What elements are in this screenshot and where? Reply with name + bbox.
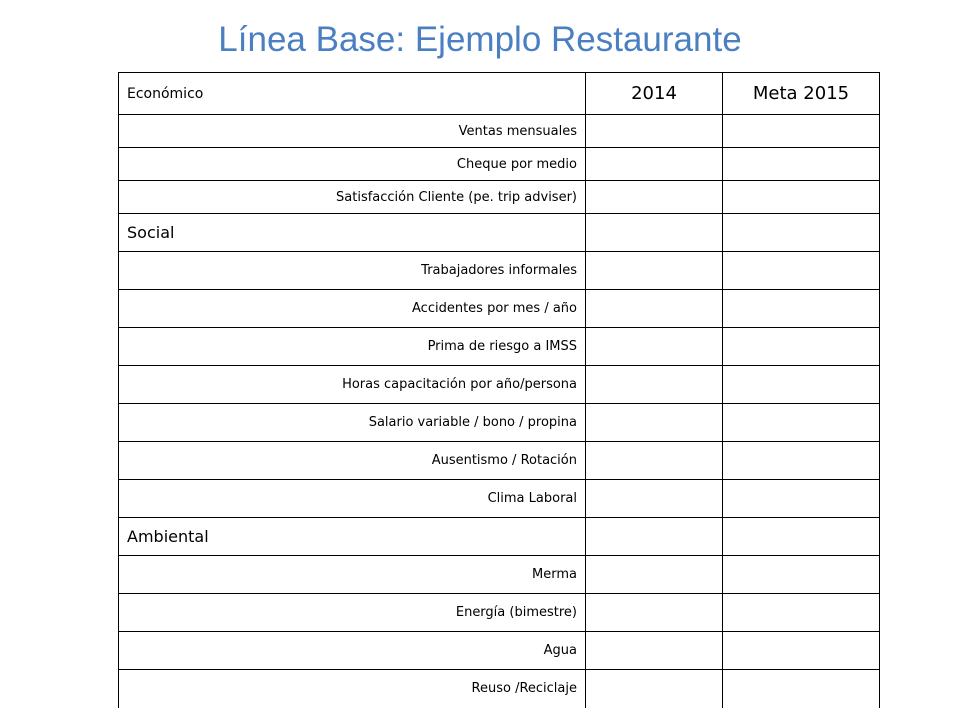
- metric-label: Salario variable / bono / propina: [119, 404, 586, 442]
- table-row: [119, 480, 880, 518]
- value-meta-cell[interactable]: [723, 594, 880, 632]
- table-row: [119, 670, 880, 708]
- metric-label: Cheque por medio: [119, 148, 586, 181]
- value-2014-cell[interactable]: [586, 148, 723, 181]
- table-row: [119, 632, 880, 670]
- column-header-meta-2015: Meta 2015: [723, 73, 880, 115]
- value-meta-cell[interactable]: [723, 115, 880, 148]
- value-meta-cell[interactable]: [723, 556, 880, 594]
- value-meta-cell[interactable]: [723, 181, 880, 214]
- value-2014-cell[interactable]: [586, 670, 723, 708]
- value-2014-cell[interactable]: [586, 252, 723, 290]
- table-row: [119, 556, 880, 594]
- table-row: [119, 442, 880, 480]
- value-meta-cell[interactable]: [723, 632, 880, 670]
- metric-label: Horas capacitación por año/persona: [119, 366, 586, 404]
- table-header-row: [119, 73, 880, 115]
- value-2014-cell[interactable]: [586, 518, 723, 556]
- value-meta-cell[interactable]: [723, 366, 880, 404]
- table-row: [119, 181, 880, 214]
- metric-label: Merma: [119, 556, 586, 594]
- value-2014-cell[interactable]: [586, 115, 723, 148]
- metric-label: Energía (bimestre): [119, 594, 586, 632]
- baseline-table: [118, 72, 880, 708]
- table-row: [119, 328, 880, 366]
- metric-label: Reuso /Reciclaje: [119, 670, 586, 708]
- metric-label: Prima de riesgo a IMSS: [119, 328, 586, 366]
- section-row-social: [119, 214, 880, 252]
- table-row: [119, 404, 880, 442]
- value-2014-cell[interactable]: [586, 442, 723, 480]
- value-meta-cell[interactable]: [723, 442, 880, 480]
- value-meta-cell[interactable]: [723, 328, 880, 366]
- value-meta-cell[interactable]: [723, 404, 880, 442]
- metric-label: Trabajadores informales: [119, 252, 586, 290]
- metric-label: Ventas mensuales: [119, 115, 586, 148]
- value-meta-cell[interactable]: [723, 148, 880, 181]
- table-row: [119, 290, 880, 328]
- value-meta-cell[interactable]: [723, 290, 880, 328]
- value-2014-cell[interactable]: [586, 594, 723, 632]
- metric-label: Ausentismo / Rotación: [119, 442, 586, 480]
- metric-label: Accidentes por mes / año: [119, 290, 586, 328]
- value-2014-cell[interactable]: [586, 181, 723, 214]
- value-meta-cell[interactable]: [723, 480, 880, 518]
- metric-label: Clima Laboral: [119, 480, 586, 518]
- section-economico-label: Económico: [119, 73, 586, 115]
- value-meta-cell[interactable]: [723, 670, 880, 708]
- table-row: [119, 366, 880, 404]
- table-row: [119, 148, 880, 181]
- value-2014-cell[interactable]: [586, 328, 723, 366]
- value-2014-cell[interactable]: [586, 290, 723, 328]
- table-row: [119, 115, 880, 148]
- value-2014-cell[interactable]: [586, 480, 723, 518]
- value-meta-cell[interactable]: [723, 214, 880, 252]
- value-meta-cell[interactable]: [723, 252, 880, 290]
- value-2014-cell[interactable]: [586, 214, 723, 252]
- value-2014-cell[interactable]: [586, 556, 723, 594]
- value-2014-cell[interactable]: [586, 404, 723, 442]
- page-title: Línea Base: Ejemplo Restaurante: [218, 20, 742, 59]
- value-2014-cell[interactable]: [586, 632, 723, 670]
- table-row: [119, 594, 880, 632]
- value-meta-cell[interactable]: [723, 518, 880, 556]
- table-row: [119, 252, 880, 290]
- metric-label: Satisfacción Cliente (pe. trip adviser): [119, 181, 586, 214]
- metric-label: Agua: [119, 632, 586, 670]
- section-social-label: Social: [119, 214, 586, 252]
- value-2014-cell[interactable]: [586, 366, 723, 404]
- section-row-ambiental: [119, 518, 880, 556]
- section-ambiental-label: Ambiental: [119, 518, 586, 556]
- column-header-2014: 2014: [586, 73, 723, 115]
